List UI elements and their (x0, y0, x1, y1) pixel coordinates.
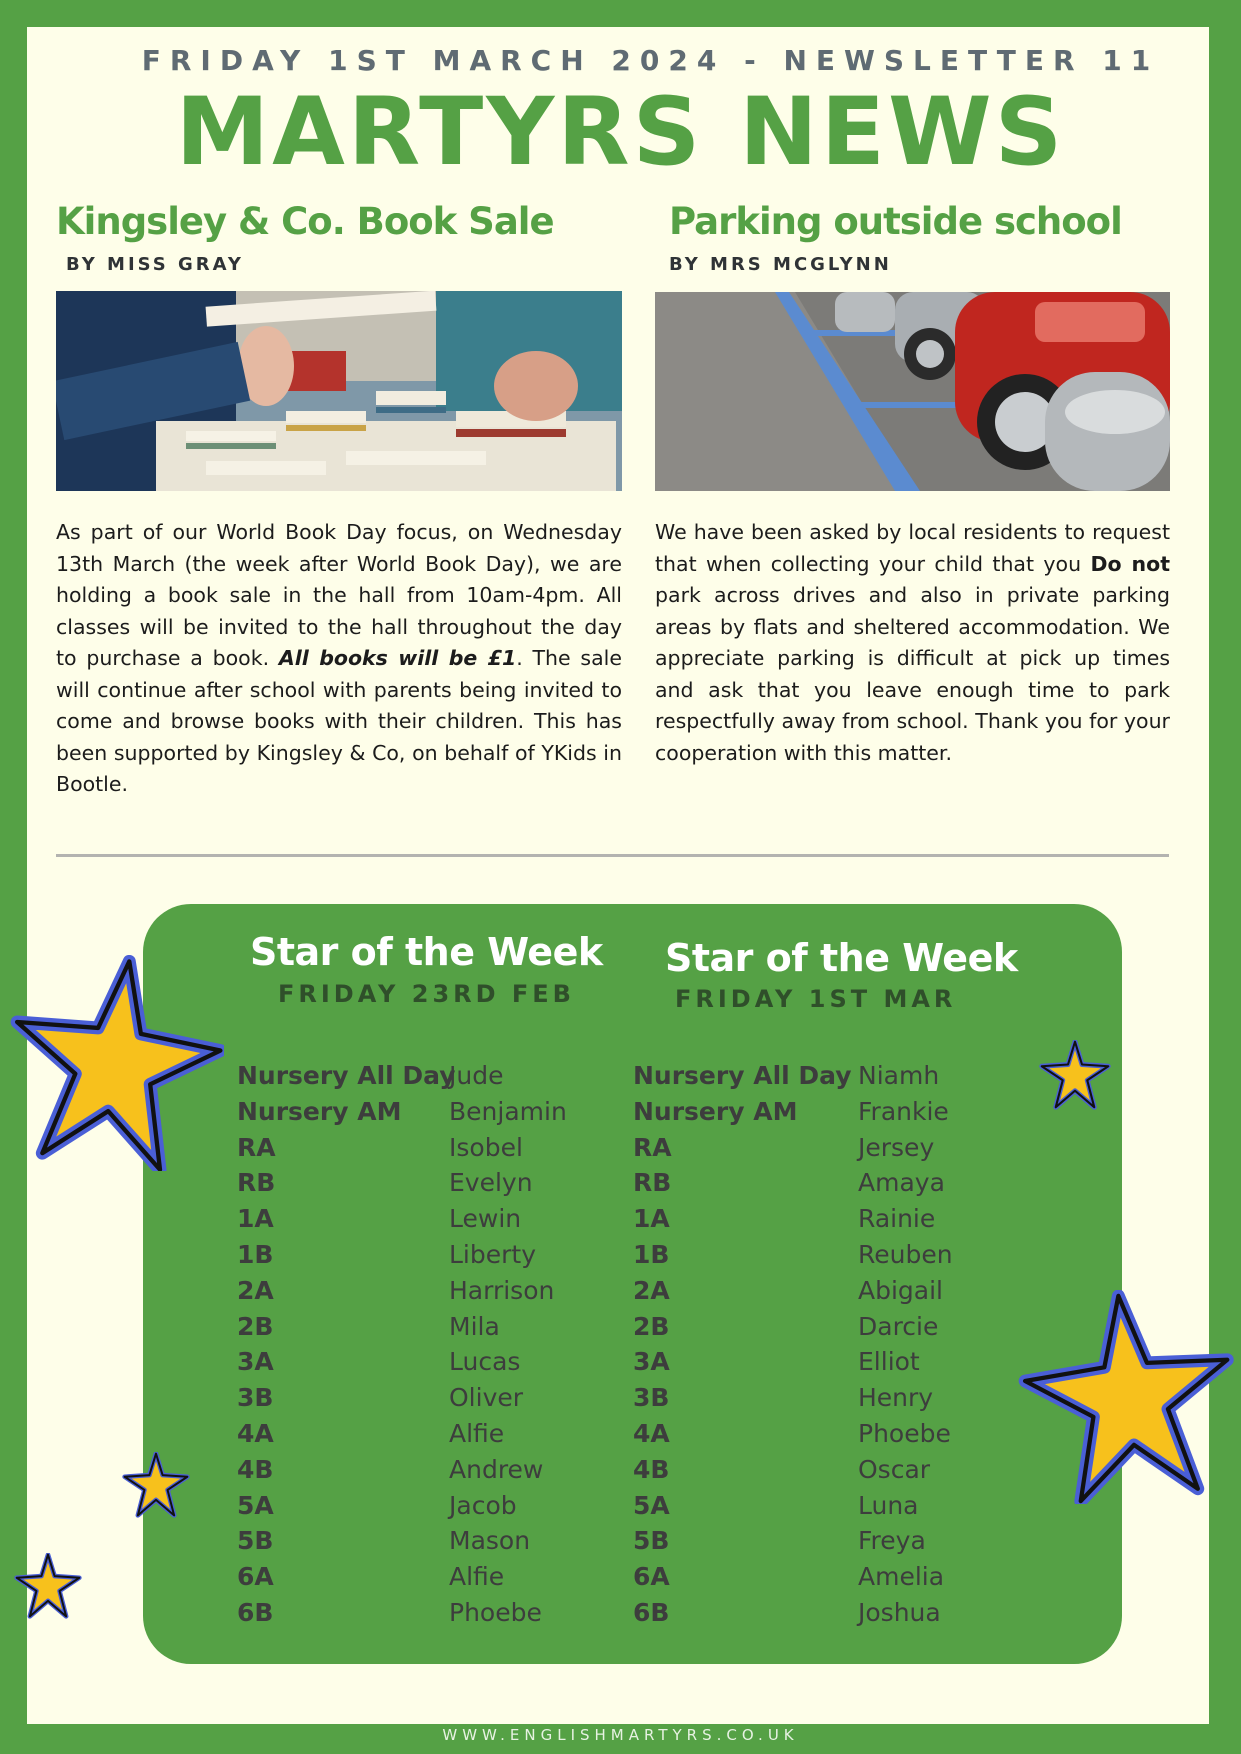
roster-row (633, 1309, 953, 1345)
roster-row (633, 1416, 953, 1452)
pupil-name: Amaya (858, 1168, 945, 1198)
roster-row (237, 1488, 567, 1524)
roster-row (237, 1416, 567, 1452)
article-byline-book-sale: BY MISS GRAY (66, 254, 244, 275)
roster-row (633, 1488, 953, 1524)
roster-row (633, 1165, 953, 1201)
parking-photo (655, 292, 1170, 491)
class-name: 5B (633, 1526, 670, 1556)
class-name: RB (237, 1168, 276, 1198)
roster-row (237, 1595, 567, 1631)
pupil-name: Liberty (449, 1239, 536, 1269)
class-name: Nursery AM (633, 1096, 798, 1126)
class-name: 2A (237, 1275, 274, 1305)
sow-title-feb: Star of the Week (250, 930, 603, 974)
class-name: 4B (633, 1454, 670, 1484)
pupil-name: Phoebe (449, 1597, 542, 1627)
roster-row (237, 1094, 567, 1130)
body-run: park across drives and also in private parking areas by flats and sheltered accommodation. We appreciate parking is difficult at pick up times and ask that you leave enough time to park respectfully away from school. Thank you for your cooperation with this matter. (655, 583, 1170, 765)
star-icon (6, 955, 224, 1171)
roster-row (633, 1094, 953, 1130)
pupil-name: Andrew (449, 1454, 544, 1484)
class-name: 1A (237, 1204, 274, 1234)
pupil-name: Amelia (858, 1562, 945, 1592)
pupil-name: Jersey (858, 1132, 935, 1162)
class-name: RA (237, 1132, 276, 1162)
book-sale-photo (56, 291, 622, 491)
class-name: Nursery All Day (237, 1061, 456, 1090)
class-name: 4A (633, 1418, 670, 1448)
pupil-name: Luna (858, 1490, 919, 1520)
roster-feb (237, 1058, 567, 1631)
roster-row (633, 1237, 953, 1273)
class-name: 2A (633, 1275, 670, 1305)
roster-row (237, 1344, 567, 1380)
article-body-parking (655, 517, 1170, 769)
roster-row (633, 1344, 953, 1380)
class-name: 1A (633, 1204, 670, 1234)
section-divider (56, 854, 1169, 857)
roster-row (237, 1380, 567, 1416)
roster-row (237, 1452, 567, 1488)
pupil-name: Darcie (858, 1311, 939, 1341)
roster-row (633, 1130, 953, 1166)
pupil-name: Phoebe (858, 1418, 951, 1448)
roster-row (237, 1273, 567, 1309)
pupil-name: Joshua (858, 1597, 941, 1627)
pupil-name: Freya (858, 1526, 926, 1556)
masthead-title: MARTYRS NEWS (175, 78, 1066, 187)
roster-row (633, 1201, 953, 1237)
class-name: 5A (237, 1490, 274, 1520)
roster-row (237, 1237, 567, 1273)
star-icon (122, 1452, 190, 1518)
class-name: 3B (237, 1383, 274, 1413)
pupil-name: Rainie (858, 1204, 936, 1234)
article-headline-book-sale: Kingsley & Co. Book Sale (56, 200, 554, 243)
pupil-name: Reuben (858, 1239, 953, 1269)
pupil-name: Oscar (858, 1454, 931, 1484)
roster-row (237, 1201, 567, 1237)
pupil-name: Lewin (449, 1204, 522, 1234)
star-icon (12, 1553, 84, 1619)
body-run: Do not (1090, 551, 1170, 576)
pupil-name: Harrison (449, 1275, 555, 1305)
pupil-name: Abigail (858, 1275, 943, 1305)
body-run: As part of our World Book Day focus, on Wednesday 13th March (the week after World Book Day), we are holding a book sale in the hall from 10am-4pm. All classes will be invited to the hall throughout the day to purchase a book. (56, 520, 622, 670)
class-name: 3A (633, 1347, 670, 1377)
star-icon (1018, 1290, 1240, 1504)
roster-mar (633, 1058, 953, 1631)
roster-row (237, 1130, 567, 1166)
class-name: 6A (633, 1562, 670, 1592)
sow-date-feb: FRIDAY 23RD FEB (278, 980, 575, 1008)
class-name: RB (633, 1168, 672, 1198)
pupil-name: Alfie (449, 1418, 505, 1448)
class-name: 4A (237, 1418, 274, 1448)
pupil-name: Isobel (449, 1132, 523, 1162)
pupil-name: Oliver (449, 1383, 524, 1413)
class-name: 5B (237, 1526, 274, 1556)
footer-website: WWW.ENGLISHMARTYRS.CO.UK (442, 1726, 799, 1744)
class-name: 3B (633, 1383, 670, 1413)
class-name: RA (633, 1132, 672, 1162)
body-run: We have been asked by local residents to request that when collecting your child that you (655, 520, 1170, 576)
roster-row (237, 1523, 567, 1559)
article-headline-parking: Parking outside school (669, 200, 1122, 243)
class-name: 3A (237, 1347, 274, 1377)
class-name: 6A (237, 1562, 274, 1592)
pupil-name: Lucas (449, 1347, 521, 1377)
roster-row (237, 1559, 567, 1595)
roster-row (633, 1273, 953, 1309)
article-byline-parking: BY MRS MCGLYNN (669, 254, 892, 275)
star-icon (1038, 1040, 1112, 1110)
class-name: 6B (633, 1597, 670, 1627)
pupil-name: Benjamin (449, 1096, 567, 1126)
pupil-name: Mason (449, 1526, 531, 1556)
pupil-name: Evelyn (449, 1168, 533, 1198)
class-name: 6B (237, 1597, 274, 1627)
roster-row (237, 1058, 567, 1094)
pupil-name: Jacob (449, 1490, 517, 1520)
sow-title-mar: Star of the Week (665, 936, 1018, 980)
class-name: Nursery AM (237, 1096, 402, 1126)
pupil-name: Jude (449, 1061, 504, 1090)
pupil-name: Niamh (858, 1061, 940, 1090)
body-run: All books will be £1 (278, 646, 517, 670)
article-body-book-sale (56, 517, 622, 801)
class-name: 4B (237, 1454, 274, 1484)
class-name: 5A (633, 1490, 670, 1520)
class-name: 2B (237, 1311, 274, 1341)
roster-row (633, 1452, 953, 1488)
roster-row (633, 1380, 953, 1416)
body-run: . The sale will continue after school with parents being invited to come and browse books with their children. This has been supported by Kingsley & Co, on behalf of YKids in Bootle. (56, 646, 622, 796)
pupil-name: Henry (858, 1383, 934, 1413)
class-name: 1B (633, 1239, 670, 1269)
roster-row (633, 1559, 953, 1595)
roster-row (633, 1523, 953, 1559)
class-name: 1B (237, 1239, 274, 1269)
roster-row (237, 1309, 567, 1345)
pupil-name: Elliot (858, 1347, 920, 1377)
issue-dateline: FRIDAY 1ST MARCH 2024 - NEWSLETTER 11 (141, 44, 1160, 77)
roster-row (237, 1165, 567, 1201)
roster-row (633, 1595, 953, 1631)
class-name: 2B (633, 1311, 670, 1341)
roster-row (633, 1058, 953, 1094)
class-name: Nursery All Day (633, 1061, 852, 1090)
pupil-name: Frankie (858, 1096, 949, 1126)
sow-date-mar: FRIDAY 1ST MAR (675, 985, 957, 1013)
pupil-name: Alfie (449, 1562, 505, 1592)
pupil-name: Mila (449, 1311, 500, 1341)
